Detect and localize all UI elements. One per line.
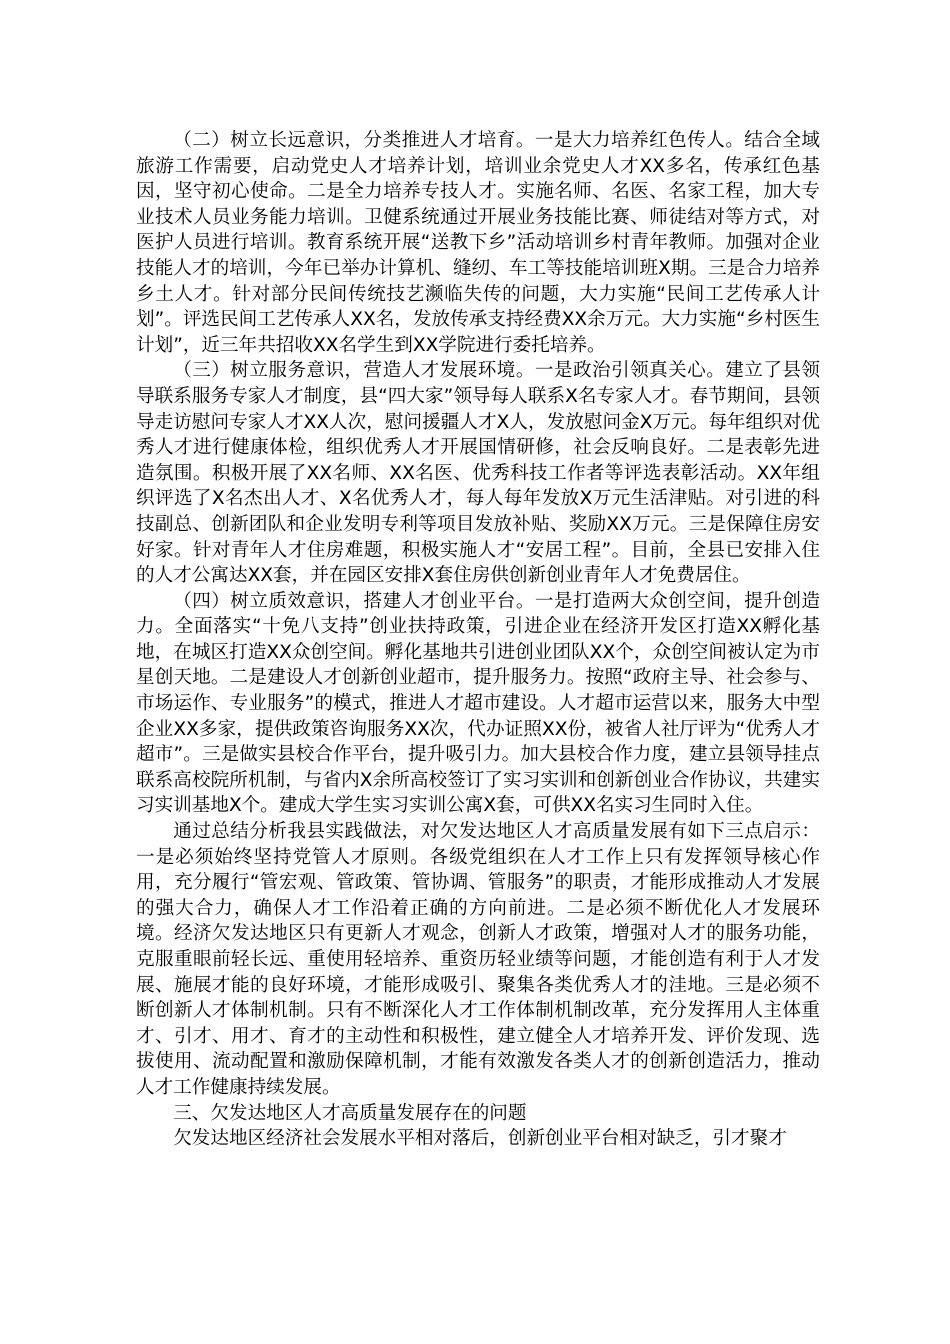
section-heading-problems: 三、欠发达地区人才高质量发展存在的问题: [173, 1102, 527, 1124]
paragraph-service-awareness: （三）树立服务意识，营造人才发展环境。一是政治引领真关心。建立了县领导联系服务专家人才制度，县“四大家”领导每人联系X名专家人才。春节期间，县领导走访慰问专家人才XX人次，慰问援疆人才X人，发放慰问金X万元。每年组织对优秀人才进行健康体检，组织优秀人才开展国情研修，社会反响良好。二是表彰先进造氛围。积极开展了XX名师、XX名医、优秀科技工作者等评选表彰活动。XX年组织评选了X名杰出人才、X名优秀人才，每人每年发放X万元生活津贴。对引进的科技副总、创新团队和企业发明专利等项目发放补贴、奖励XX万元。三是保障住房安好家。针对青年人才住房难题，积极实施人才“安居工程”。目前，全县已安排入住的人才公寓达XX套，并在园区安排X套住房供创新创业青年人才免费居住。: [136, 360, 820, 587]
paragraph-talent-cultivation: （二）树立长远意识，分类推进人才培育。一是大力培养红色传人。结合全域旅游工作需要，启动党史人才培养计划，培训业余党史人才XX多名，传承红色基因，坚守初心使命。二是全力培养专技人才。实施名师、名医、名家工程，加大专业技术人员业务能力培训。卫健系统通过开展业务技能比赛、师徒结对等方式，对医护人员进行培训。教育系统开展“送教下乡”活动培训乡村青年教师。加强对企业技能人才的培训，今年已举办计算机、缝纫、车工等技能培训班X期。三是合力培养乡土人才。针对部分民间传统技艺濒临失传的问题，大力实施“民间工艺传承人计划”。评选民间工艺传承人XX名，发放传承支持经费XX余万元。大力实施“乡村医生计划”，近三年共招收XX名学生到XX学院进行委托培养。: [136, 130, 820, 356]
document-body: [136, 128, 820, 1152]
paragraph-problems-intro: 欠发达地区经济社会发展水平相对落后，创新创业平台相对缺乏，引才聚才: [173, 1128, 787, 1150]
paragraph-three-insights: 通过总结分析我县实践做法，对欠发达地区人才高质量发展有如下三点启示：一是必须始终坚持党管人才原则。各级党组织在人才工作上只有发挥领导核心作用，充分履行“管宏观、管政策、管协调、管服务”的职责，才能形成推动人才发展的强大合力，确保人才工作沿着正确的方向前进。二是必须不断优化人才发展环境。经济欠发达地区只有更新人才观念，创新人才政策，增强对人才的服务功能，克服重眼前轻长远、重使用轻培养、重资历轻业绩等问题，才能创造有利于人才发展、施展才能的良好环境，才能形成吸引、聚集各类优秀人才的洼地。三是必须不断创新人才体制机制。只有不断深化人才工作体制机制改革，充分发挥用人主体重才、引才、用才、育才的主动性和积极性，建立健全人才培养开发、评价发现、选拔使用、流动配置和激励保障机制，才能有效激发各类人才的创新创造活力，推动人才工作健康持续发展。: [136, 821, 820, 1098]
paragraph-entrepreneurship-platform: （四）树立质效意识，搭建人才创业平台。一是打造两大众创空间，提升创造力。全面落实“十免八支持”创业扶持政策，引进企业在经济开发区打造XX孵化基地，在城区打造XX众创空间。孵化基地共引进创业团队XX个，众创空间被认定为市星创天地。二是建设人才创新创业超市，提升服务力。按照“政府主导、社会参与、市场运作、专业服务”的模式，推进人才超市建设。人才超市运营以来，服务大中型企业XX多家，提供政策咨询服务XX次，代办证照XX份，被省人社厅评为“优秀人才超市”。三是做实县校合作平台，提升吸引力。加大县校合作力度，建立县领导挂点联系高校院所机制，与省内X余所高校签订了实习实训和创新创业合作协议，共建实习实训基地X个。建成大学生实习实训公寓X套，可供XX名实习生同时入住。: [136, 590, 820, 817]
